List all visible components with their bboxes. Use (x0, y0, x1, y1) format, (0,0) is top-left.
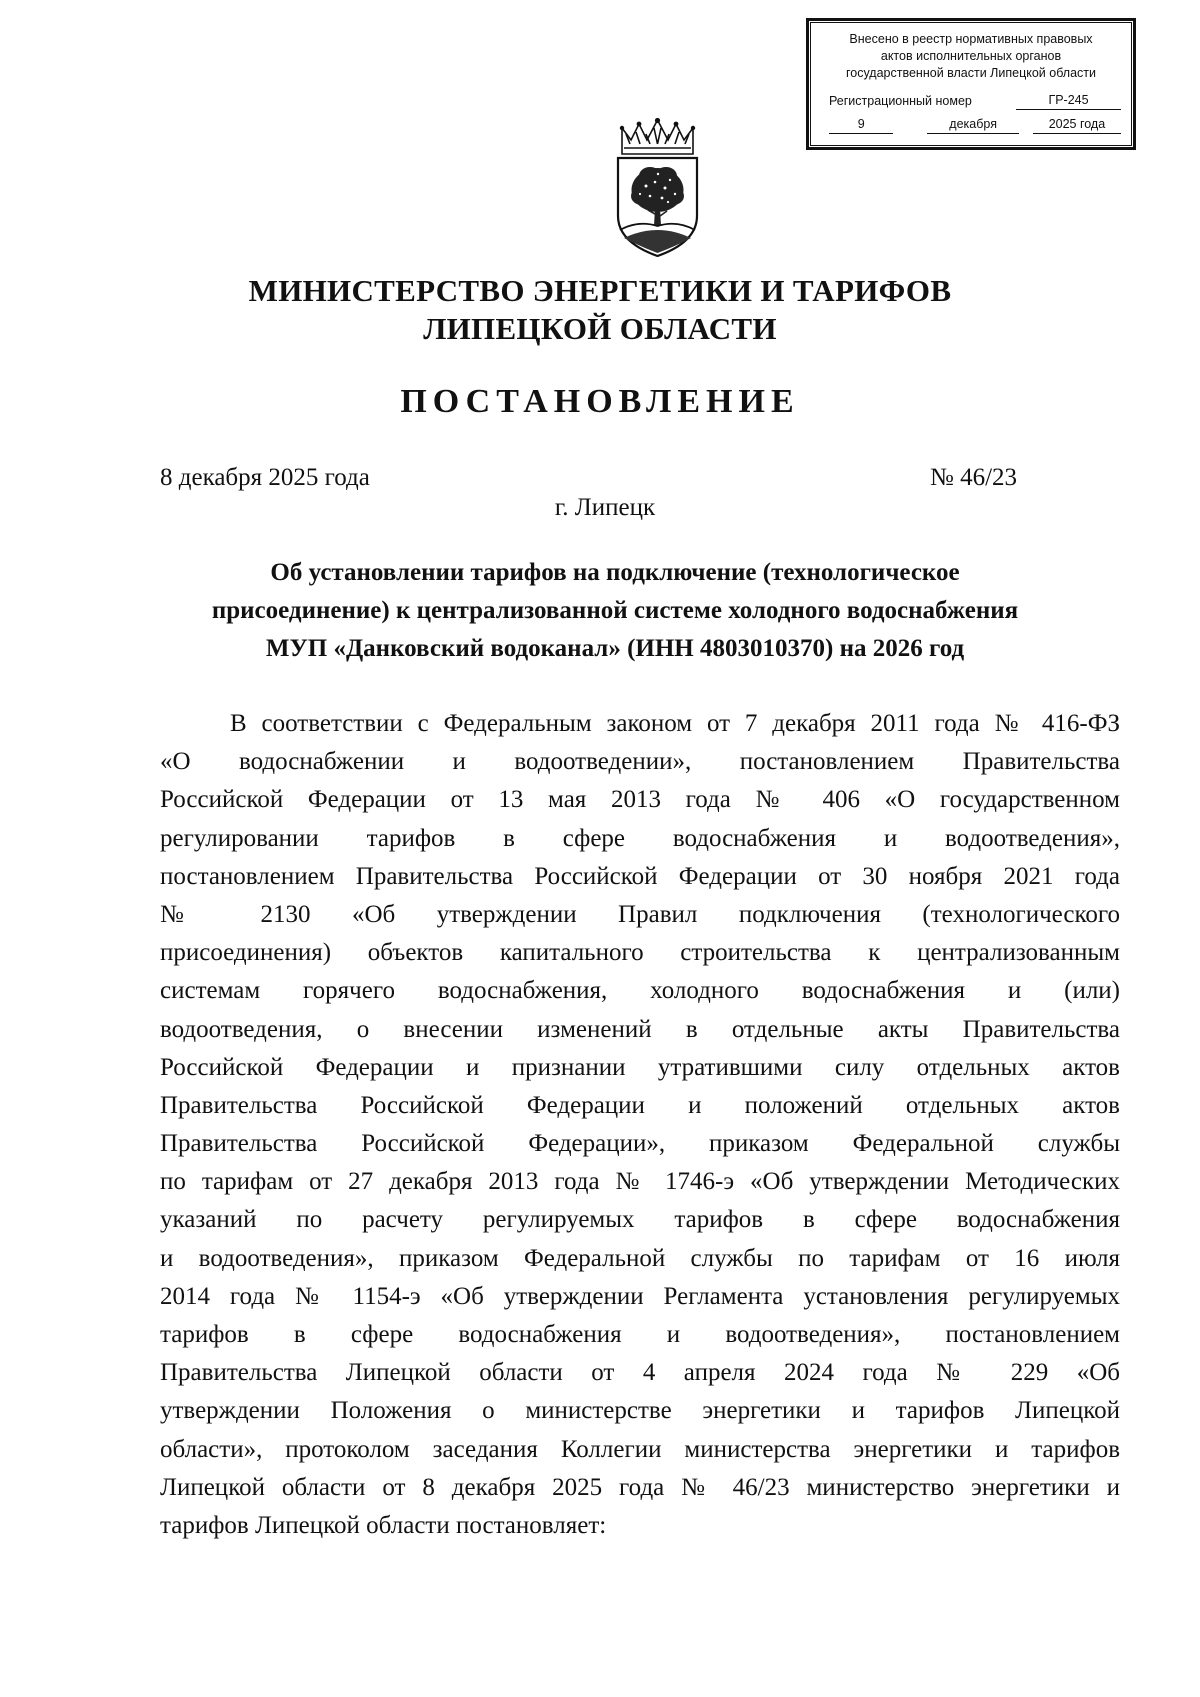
registry-number-label: Регистрационный номер (829, 94, 972, 108)
body-line: и водоотведения», приказом Федеральной службы по тарифам от 16 июля (160, 1244, 1120, 1272)
body-line: Российской Федерации и признании утратившими силу отдельных актов (160, 1053, 1120, 1081)
body-line: «О водоснабжении и водоотведении», постановлением Правительства (160, 748, 1120, 776)
document-title (150, 554, 1080, 668)
document-title-line: МУП «Данковский водоканал» (ИНН 4803010370) на 2026 год (265, 635, 965, 662)
registry-date-day: 9 (829, 116, 893, 134)
body-line: Правительства Липецкой области от 4 апреля 2024 года № 229 «Об (160, 1359, 1120, 1387)
body-line: Правительства Российской Федерации и положений отдельных актов (160, 1091, 1120, 1119)
body-line: по тарифам от 27 декабря 2013 года № 1746-э «Об утверждении Методических (160, 1168, 1120, 1196)
body-line: Липецкой области от 8 декабря 2025 года № 46/23 министерство энергетики и (160, 1473, 1120, 1501)
body-line: тарифов Липецкой области постановляет: (160, 1511, 607, 1539)
body-line: системам горячего водоснабжения, холодного водоснабжения и (или) (160, 977, 1120, 1005)
registry-stamp-header-line: государственной власти Липецкой области (845, 66, 1097, 80)
document-date: 8 декабря 2025 года (160, 464, 370, 491)
document-body (160, 705, 1120, 1545)
body-line: утверждении Положения о министерстве энергетики и тарифов Липецкой (160, 1397, 1120, 1425)
body-line: тарифов в сфере водоснабжения и водоотведения», постановлением (160, 1321, 1120, 1348)
body-line: регулировании тарифов в сфере водоснабжения и водоотведения», (160, 824, 1120, 852)
body-line: указаний по расчету регулируемых тарифов в сфере водоснабжения (160, 1206, 1120, 1234)
body-line: постановлением Правительства Российской Федерации от 30 ноября 2021 года (160, 862, 1120, 890)
body-line: водоотведения, о внесении изменений в отдельные акты Правительства (160, 1015, 1120, 1043)
document-title-line: присоединение) к централизованной системе холодного водоснабжения (211, 597, 1019, 624)
document-city: г. Липецк (554, 494, 656, 521)
registry-stamp-header-line: Внесено в реестр нормативных правовых (849, 32, 1093, 46)
body-line: Российской Федерации от 13 мая 2013 года № 406 «О государственном (160, 786, 1120, 814)
body-line: присоединения) объектов капитального строительства к централизованным (160, 939, 1120, 967)
registry-number-value: ГР-245 (1016, 92, 1121, 110)
body-line: Правительства Российской Федерации», приказом Федеральной службы (160, 1130, 1120, 1158)
registry-date-year: 2025 года (1033, 116, 1121, 134)
ministry-name (150, 272, 1050, 348)
body-line: № 2130 «Об утверждении Правил подключения (технологического (160, 900, 1120, 928)
document-title-line: Об установлении тарифов на подключение (технологическое (270, 559, 960, 586)
document-number: № 46/23 (930, 464, 1018, 491)
registry-date-month: декабря (927, 116, 1019, 134)
registry-date-row (829, 116, 1121, 134)
ministry-name-line: ЛИПЕЦКОЙ ОБЛАСТИ (423, 311, 777, 346)
registry-stamp-header-line: актов исполнительных органов (880, 49, 1062, 63)
registry-stamp-header (817, 31, 1125, 82)
body-line: В соответствии с Федеральным законом от 7 декабря 2011 года № 416-ФЗ (230, 710, 1120, 737)
registry-stamp (806, 18, 1136, 150)
registry-number-row (829, 92, 1121, 110)
body-line: 2014 года № 1154-э «Об утверждении Регламента установления регулируемых (160, 1282, 1120, 1310)
ministry-name-line: МИНИСТЕРСТВО ЭНЕРГЕТИКИ И ТАРИФОВ (248, 273, 952, 308)
coat-of-arms-icon (610, 118, 705, 258)
document-type: ПОСТАНОВЛЕНИЕ (400, 383, 800, 420)
body-line: области», протоколом заседания Коллегии министерства энергетики и тарифов (160, 1435, 1120, 1463)
